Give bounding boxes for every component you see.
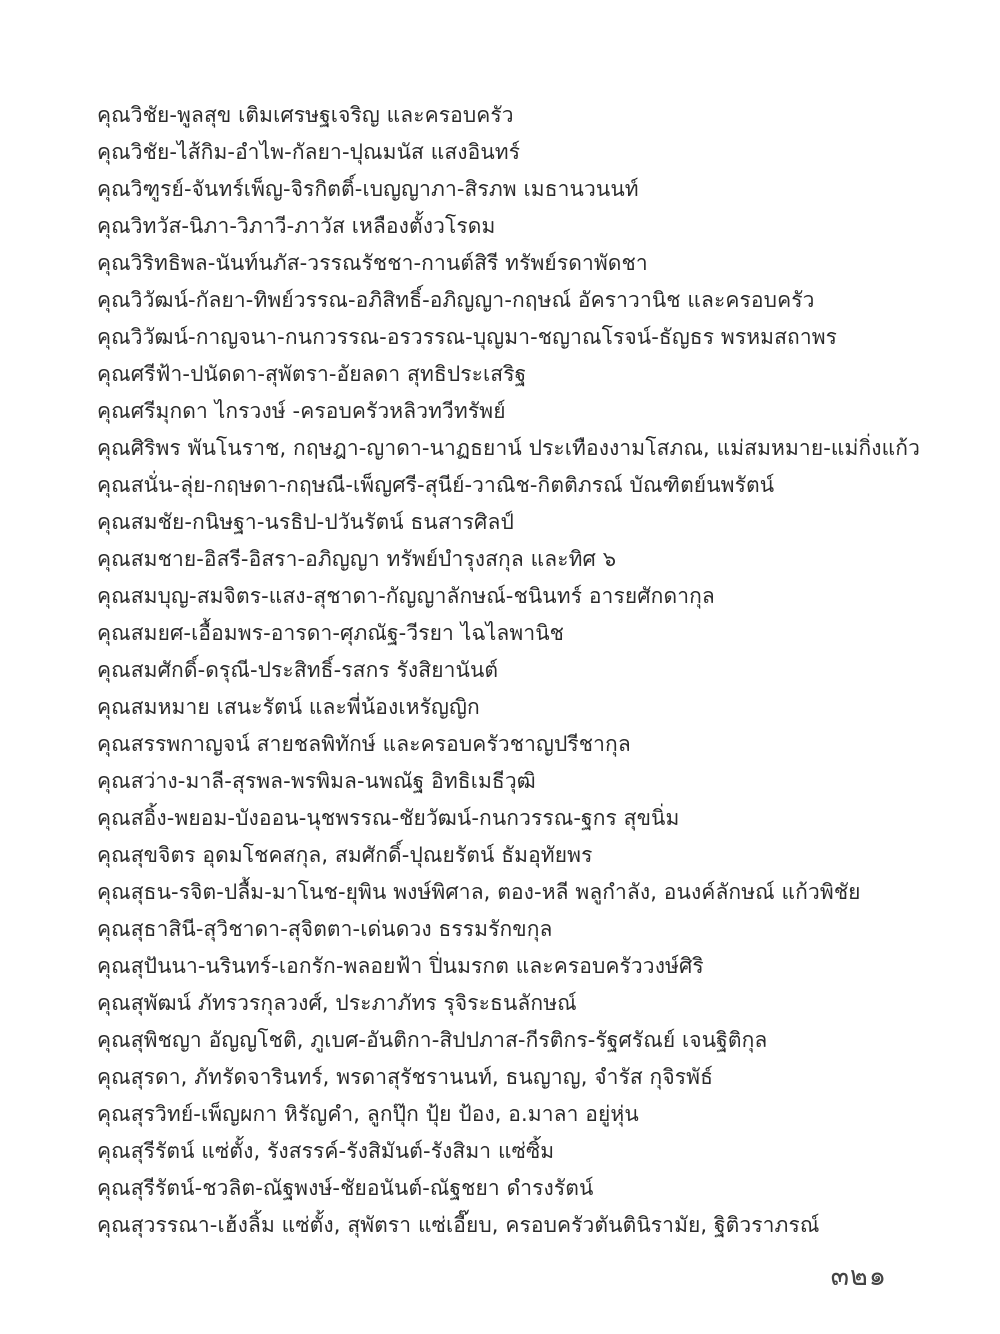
list-item: คุณสรรพกาญจน์ สายชลพิทักษ์ และครอบครัวชาญปรีชากุล [97,732,631,756]
list-item: คุณสุวรรณา-เฮ้งลิ้ม แซ่ตั้ง, สุพัตรา แซ่เอี๊ยบ, ครอบครัวตันตินิรามัย, ฐิติวราภรณ์ [97,1213,820,1237]
list-item: คุณสุรดา, ภัทรัดจารินทร์, พรดาสุรัชรานนท์, ธนญาญ, จำรัส กุจิรพัธ์ [97,1065,714,1089]
list-item: คุณสุธน-รจิต-ปลื้ม-มาโนช-ยุพิน พงษ์พิศาล, ตอง-หลี พลูกำลัง, อนงค์ลักษณ์ แก้วพิชัย [97,880,861,904]
page-number: ๓๒๑ [830,1261,887,1292]
list-item: คุณสมยศ-เอื้อมพร-อารดา-ศุภณัฐ-วีรยา ไฉไลพานิช [97,621,565,645]
list-item: คุณสุรีรัตน์ แซ่ตั้ง, รังสรรค์-รังสิมันต์-รังสิมา แซ่ซิ้ม [97,1139,555,1163]
list-item: คุณสุปันนา-นรินทร์-เอกรัก-พลอยฟ้า ปิ่นมรกต และครอบครัววงษ์ศิริ [97,954,704,978]
list-item: คุณสุรีรัตน์-ชวลิต-ณัฐพงษ์-ชัยอนันต์-ณัฐชยา ดำรงรัตน์ [97,1176,594,1200]
list-item: คุณวิฑูรย์-จันทร์เพ็ญ-จิรกิตติ์-เบญญาภา-สิรภพ เมธานวนนท์ [97,177,639,201]
list-item: คุณสมหมาย เสนะรัตน์ และพี่น้องเหรัญญิก [97,695,480,719]
list-item: คุณศรีฟ้า-ปนัดดา-สุพัตรา-อัยลดา สุทธิประเสริฐ [97,362,527,386]
list-item: คุณวิวัฒน์-กัลยา-ทิพย์วรรณ-อภิสิทธิ์-อภิญญา-กฤษณ์ อัคราวานิช และครอบครัว [97,288,815,312]
list-item: คุณวิวัฒน์-กาญจนา-กนกวรรณ-อรวรรณ-บุญมา-ชญาณโรจน์-ธัญธร พรหมสถาพร [97,325,838,349]
list-item: คุณสมชาย-อิสรี-อิสรา-อภิญญา ทรัพย์บำรุงสกุล และทิศ ๖ [97,547,617,571]
list-item: คุณวิชัย-ไส้กิม-อำไพ-กัลยา-ปุณมนัส แสงอินทร์ [97,140,521,164]
list-item: คุณสมศักดิ์-ดรุณี-ประสิทธิ์-รสกร รังสิยานันต์ [97,658,499,682]
list-item: คุณสุขจิตร อุดมโชคสกุล, สมศักดิ์-ปุณยรัตน์ ธัมอุทัยพร [97,843,593,867]
list-item: คุณวิริทธิพล-นันท์นภัส-วรรณรัชชา-กานต์สิรี ทรัพย์รดาพัดชา [97,251,648,275]
list-item: คุณวิชัย-พูลสุข เติมเศรษฐเจริญ และครอบครัว [97,103,514,127]
list-item: คุณสมชัย-กนิษฐา-นรธิป-ปวันรัตน์ ธนสารศิลป์ [97,510,514,534]
list-item: คุณสุรวิทย์-เพ็ญผกา หิรัญคำ, ลูกปุ๊ก ปุ้ย ป้อง, อ.มาลา อยู่หุ่น [97,1102,639,1126]
list-item: คุณศรีมุกดา ไกรวงษ์ -ครอบครัวหลิวทวีทรัพย์ [97,399,506,423]
donor-name-list [97,97,957,1244]
list-item: คุณสุพิชญา อัญญโชติ, ภูเบศ-อันติกา-สิปปภาส-กีรติกร-รัฐศรัณย์ เจนฐิติกุล [97,1028,768,1052]
list-item: คุณสมบุญ-สมจิตร-แสง-สุชาดา-กัญญาลักษณ์-ชนินทร์ อารยศักดากุล [97,584,715,608]
list-item: คุณสนั่น-ลุ่ย-กฤษดา-กฤษณี-เพ็ญศรี-สุนีย์-วาณิช-กิตติภรณ์ บัณฑิตย์นพรัตน์ [97,473,775,497]
list-item: คุณสอิ้ง-พยอม-บังออน-นุชพรรณ-ชัยวัฒน์-กนกวรรณ-ฐกร สุขนิ่ม [97,806,680,830]
list-item: คุณศิริพร พันโนราช, กฤษฎา-ญาดา-นาฏธยาน์ ประเทืองงามโสภณ, แม่สมหมาย-แม่กิ่งแก้ว [97,436,920,460]
list-item: คุณสุธาสินี-สุวิชาดา-สุจิตตา-เด่นดวง ธรรมรักขกุล [97,917,553,941]
list-item: คุณสุพัฒน์ ภัทรวรกุลวงศ์, ประภาภัทร รุจิระธนลักษณ์ [97,991,577,1015]
list-item: คุณสว่าง-มาลี-สุรพล-พรพิมล-นพณัฐ อิทธิเมธีวุฒิ [97,769,536,793]
list-item: คุณวิทวัส-นิภา-วิภาวี-ภาวัส เหลืองตั้งวโรดม [97,214,496,238]
